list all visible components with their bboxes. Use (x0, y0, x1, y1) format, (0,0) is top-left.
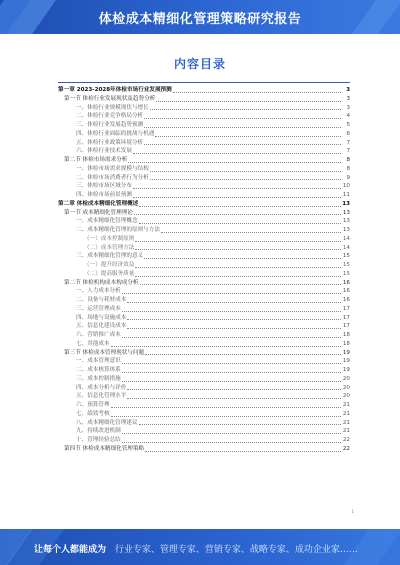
toc-entry-text: 十、管理经验总结 (76, 437, 121, 443)
toc-entry-page: 18 (342, 332, 350, 338)
toc-entry-page: 16 (342, 297, 350, 303)
toc-entry-text: 第二章 体检成本精细化管理概述 (58, 200, 139, 207)
toc-dot-leader (122, 380, 341, 382)
toc-entry-text: （一）提升经济效益 (84, 262, 135, 268)
toc-entry-page: 3 (346, 87, 350, 93)
toc-entry[interactable] (58, 331, 350, 340)
toc-entry[interactable] (58, 366, 350, 375)
toc-entry-text: 五、体检行业政策环境分析 (76, 139, 144, 146)
table-of-contents (58, 86, 350, 454)
toc-entry-page: 4 (346, 113, 350, 120)
toc-entry-page: 20 (342, 375, 350, 382)
toc-entry[interactable] (58, 427, 350, 436)
toc-entry[interactable] (58, 401, 350, 410)
toc-entry-page: 6 (346, 130, 350, 137)
toc-entry-page: 7 (346, 148, 350, 155)
toc-entry[interactable] (58, 200, 350, 209)
toc-entry-text: 一、成本精细化管理概念 (76, 218, 138, 225)
toc-entry-text: 第二节 体检市场需求分析 (64, 157, 128, 163)
toc-entry-page: 17 (342, 314, 350, 321)
toc-dot-leader (145, 450, 341, 452)
toc-dot-leader (145, 353, 341, 355)
toc-dot-leader (139, 222, 341, 224)
toc-entry[interactable] (58, 139, 350, 148)
toc-entry[interactable] (58, 340, 350, 349)
footer-roles: 行业专家、管理专家、营销专家、战略专家、成功企业家…… (114, 545, 358, 555)
toc-entry-text: 第一节 成本精细化管理理论 (64, 209, 133, 216)
toc-dot-leader (173, 91, 341, 93)
toc-entry-text: 三、体检市场区域分布 (76, 183, 132, 190)
toc-entry-page: 20 (342, 384, 350, 391)
toc-dot-leader (122, 441, 341, 443)
toc-dot-leader (156, 100, 341, 102)
toc-entry-text: 四、成本分析与评价 (76, 384, 127, 391)
toc-entry-text: （二）成本管理方法 (84, 244, 135, 251)
toc-entry[interactable] (58, 357, 350, 366)
toc-entry-page: 13 (342, 218, 350, 225)
toc-entry-text: 七、其他成本 (76, 340, 110, 347)
toc-entry[interactable] (58, 165, 350, 174)
toc-entry-text: 六、体检行业技术发展 (76, 148, 132, 155)
toc-dot-leader (122, 432, 341, 434)
toc-entry-page: 3 (346, 95, 350, 102)
toc-entry-page: 9 (346, 174, 350, 181)
toc-entry[interactable] (58, 322, 350, 331)
toc-dot-leader (135, 248, 341, 250)
toc-entry[interactable] (58, 130, 350, 139)
toc-entry[interactable] (58, 182, 350, 191)
toc-entry[interactable] (58, 95, 350, 104)
toc-entry[interactable] (58, 384, 350, 393)
toc-entry-text: 二、设备与耗材成本 (76, 297, 127, 303)
toc-entry-text: （一）成本控制原则 (84, 235, 135, 242)
toc-entry-page: 19 (342, 349, 350, 356)
toc-entry[interactable] (58, 244, 350, 253)
toc-entry-page: 16 (342, 279, 350, 286)
toc-entry-page: 13 (342, 200, 350, 207)
toc-dot-leader (135, 275, 341, 277)
toc-entry-text: 第四节 体检成本精细化管理策略 (64, 445, 145, 452)
toc-dot-leader (111, 345, 341, 347)
toc-entry-page: 21 (342, 428, 350, 435)
toc-entry-text: 五、信息化建设成本 (76, 323, 127, 330)
toc-entry[interactable] (58, 279, 350, 288)
toc-entry-page: 15 (342, 270, 350, 277)
toc-entry-text: 五、信息化管理水平 (76, 393, 127, 400)
footer-banner (0, 529, 400, 565)
toc-entry[interactable] (58, 375, 350, 384)
toc-dot-leader (122, 336, 341, 338)
toc-entry-text: 七、绩效考核 (76, 410, 110, 417)
toc-entry-text: 二、体检市场消费者行为分析 (76, 174, 149, 181)
toc-entry-page: 21 (342, 410, 350, 417)
toc-entry-text: 四、体检行业面临的挑战与机遇 (76, 130, 155, 137)
toc-entry-page: 21 (342, 402, 350, 408)
toc-entry-page: 5 (346, 122, 350, 128)
toc-dot-leader (122, 371, 341, 373)
toc-dot-leader (144, 257, 341, 259)
toc-entry-page: 14 (342, 235, 350, 242)
toc-entry-page: 17 (342, 323, 350, 330)
toc-entry-text: 九、持续改进机制 (76, 428, 121, 435)
toc-entry-text: （二）提高服务质量 (84, 270, 135, 277)
toc-dot-leader (150, 108, 341, 110)
toc-dot-leader (139, 205, 341, 207)
toc-entry[interactable] (58, 287, 350, 296)
toc-dot-leader (127, 301, 341, 303)
toc-entry-text: 四、体检市场前景预测 (76, 192, 132, 198)
toc-dot-leader (144, 117, 341, 119)
toc-entry-text: 一、体检行业规模现状与增长 (76, 104, 149, 111)
toc-entry[interactable] (58, 261, 350, 270)
toc-dot-leader (111, 406, 341, 408)
toc-entry[interactable] (58, 314, 350, 323)
toc-entry-text: 三、运营管理成本 (76, 305, 121, 312)
toc-entry-text: 第三节 体检成本管理现状与问题 (64, 349, 145, 356)
toc-entry[interactable] (58, 104, 350, 113)
toc-entry-page: 20 (342, 393, 350, 400)
toc-dot-leader (127, 318, 341, 320)
toc-dot-leader (144, 143, 341, 145)
toc-entry-page: 13 (342, 227, 350, 233)
toc-dot-leader (133, 187, 341, 189)
toc-entry-text: 一、人力成本分析 (76, 288, 121, 295)
toc-dot-leader (150, 178, 341, 180)
toc-entry-page: 18 (342, 340, 350, 347)
toc-entry[interactable] (58, 112, 350, 121)
toc-entry[interactable] (58, 217, 350, 226)
toc-dot-leader (111, 415, 341, 417)
toc-entry-text: 第二节 体检机构成本构成分析 (64, 279, 139, 286)
toc-entry-page: 14 (342, 244, 350, 251)
toc-entry-text: 三、成本控制措施 (76, 375, 121, 382)
toc-entry-text: 八、成本精细化管理建议 (76, 419, 138, 426)
toc-dot-leader (122, 310, 341, 312)
toc-entry[interactable] (58, 226, 350, 235)
toc-entry-page: 15 (342, 253, 350, 260)
toc-entry-text: 二、成本核算体系 (76, 367, 121, 373)
toc-entry-page: 15 (342, 262, 350, 268)
toc-entry-page: 17 (342, 305, 350, 312)
toc-dot-leader (122, 362, 341, 364)
toc-entry-text: 四、场地与设施成本 (76, 314, 127, 321)
toc-entry-text: 一、成本管理意识 (76, 358, 121, 365)
toc-entry-page: 11 (342, 192, 350, 198)
toc-entry[interactable] (58, 156, 350, 165)
toc-entry-text: 第一章 2023-2028年体检市场行业发展预测 (58, 87, 172, 93)
toc-entry-text: 二、成本精细化管理的原则与方法 (76, 227, 160, 233)
report-title: 体检成本精细化管理策略研究报告 (98, 12, 302, 27)
toc-entry[interactable] (58, 270, 350, 279)
toc-entry[interactable] (58, 305, 350, 314)
toc-dot-leader (127, 388, 341, 390)
toc-entry[interactable] (58, 349, 350, 358)
toc-dot-leader (155, 135, 341, 137)
toc-entry[interactable] (58, 445, 350, 454)
toc-entry[interactable] (58, 296, 350, 305)
header-banner (0, 0, 400, 34)
toc-dot-leader (144, 126, 341, 128)
toc-title: 内容目录 (173, 57, 226, 71)
footer-slogan: 让每个人都能成为 (34, 545, 107, 555)
toc-entry-text: 二、体检行业竞争格局分析 (76, 113, 144, 120)
toc-dot-leader (122, 292, 341, 294)
toc-dot-leader (135, 240, 341, 242)
toc-entry[interactable] (58, 209, 350, 218)
toc-entry-text: 六、营销推广成本 (76, 332, 121, 338)
toc-entry[interactable] (58, 147, 350, 156)
toc-entry-page: 21 (342, 419, 350, 426)
page-number: 1 (351, 509, 354, 514)
toc-dot-leader (128, 161, 341, 163)
toc-dot-leader (140, 283, 342, 285)
toc-entry-page: 13 (342, 209, 350, 216)
toc-entry[interactable] (58, 191, 350, 200)
toc-dot-leader (150, 170, 341, 172)
toc-entry-page: 3 (346, 104, 350, 111)
toc-entry-page: 7 (346, 139, 350, 146)
toc-dot-leader (135, 266, 341, 268)
toc-divider (58, 82, 350, 83)
toc-entry[interactable] (58, 252, 350, 261)
toc-entry-text: 六、预算管理 (76, 402, 110, 408)
toc-dot-leader (127, 327, 341, 329)
toc-dot-leader (133, 196, 341, 198)
toc-dot-leader (134, 213, 341, 215)
toc-entry-page: 22 (342, 445, 350, 452)
toc-dot-leader (127, 397, 341, 399)
toc-entry[interactable] (58, 436, 350, 445)
toc-entry-page: 19 (342, 367, 350, 373)
toc-entry[interactable] (58, 392, 350, 401)
toc-entry-page: 16 (342, 288, 350, 295)
toc-dot-leader (161, 231, 341, 233)
toc-entry-text: 三、体检行业发展趋势预测 (76, 122, 144, 128)
toc-entry-page: 10 (342, 183, 350, 190)
toc-dot-leader (133, 152, 341, 154)
toc-entry[interactable] (58, 86, 350, 95)
toc-entry-text: 三、成本精细化管理的意义 (76, 253, 144, 260)
footer-text (34, 542, 358, 555)
toc-entry[interactable] (58, 410, 350, 419)
toc-entry-text: 一、体检市场需求规模与结构 (76, 165, 149, 172)
toc-entry[interactable] (58, 174, 350, 183)
toc-entry[interactable] (58, 121, 350, 130)
toc-entry-page: 8 (346, 165, 350, 172)
toc-entry[interactable] (58, 235, 350, 244)
toc-entry-page: 8 (346, 157, 350, 163)
toc-entry-page: 22 (342, 437, 350, 443)
toc-entry-text: 第一节 体检行业发展现状及趋势分析 (64, 95, 156, 102)
toc-entry[interactable] (58, 419, 350, 428)
toc-dot-leader (139, 423, 341, 425)
toc-entry-page: 19 (342, 358, 350, 365)
